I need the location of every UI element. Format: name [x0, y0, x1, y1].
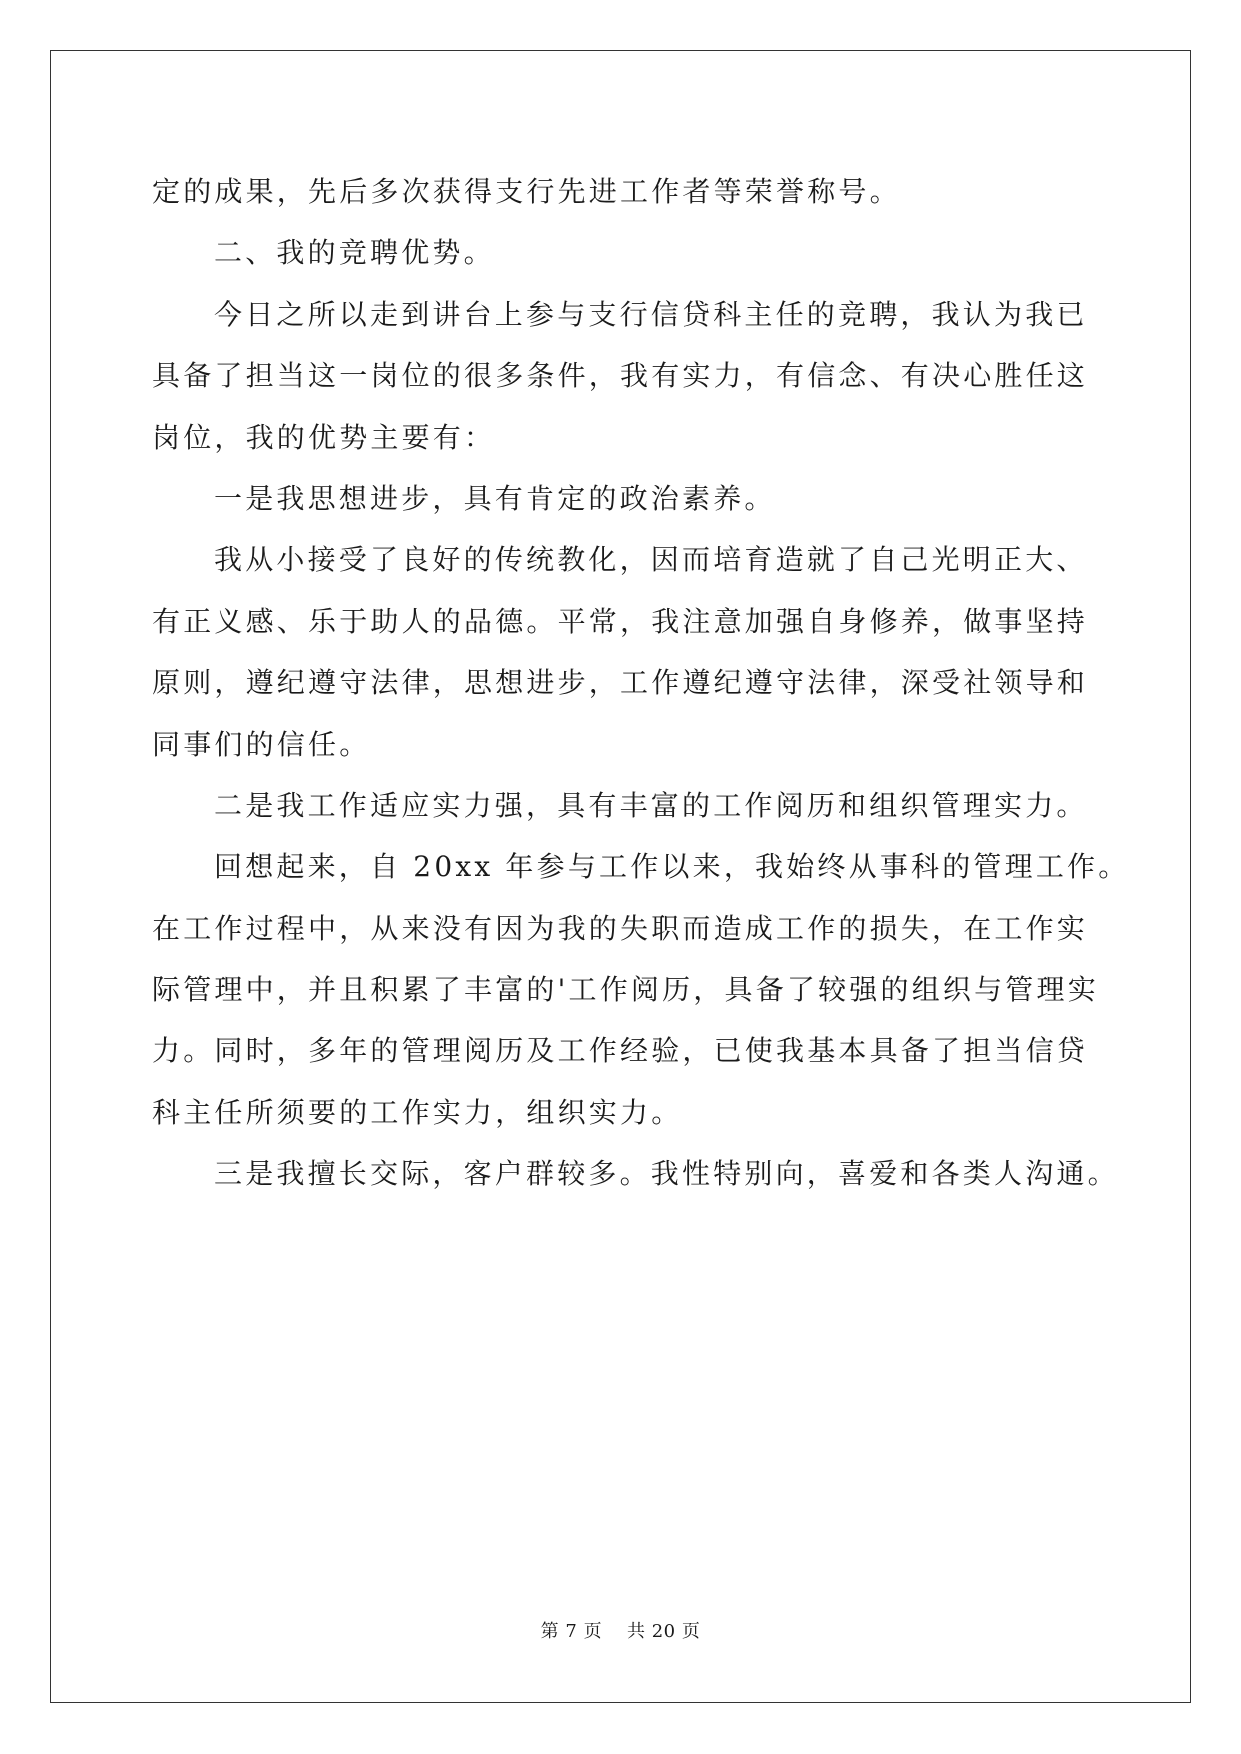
page-number: 第 7 页	[540, 1621, 603, 1642]
text-line: 今日之所以走到讲台上参与支行信贷科主任的竞聘，我认为我已	[214, 297, 1088, 331]
text-line: 我从小接受了良好的传统教化，因而培育造就了自己光明正大、	[214, 543, 1088, 577]
text-line: 具备了担当这一岗位的很多条件，我有实力，有信念、有决心胜任这	[152, 359, 1089, 393]
text-line: 同事们的信任。	[152, 727, 371, 761]
text-line: 三是我擅长交际，客户群较多。我性特别向，喜爱和各类人沟通。	[214, 1157, 1119, 1191]
text-line: 力。同时，多年的管理阅历及工作经验，已使我基本具备了担当信贷	[152, 1034, 1089, 1068]
text-line: 回想起来，自 20xx 年参与工作以来，我始终从事科的管理工作。	[214, 850, 1130, 884]
text-line: 原则，遵纪遵守法律，思想进步，工作遵纪遵守法律，深受社领导和	[152, 666, 1089, 700]
text-line: 一是我思想进步，具有肯定的政治素养。	[214, 481, 776, 515]
text-line: 际管理中，并且积累了丰富的'工作阅历，具备了较强的组织与管理实	[152, 973, 1099, 1007]
text-line: 二是我工作适应实力强，具有丰富的工作阅历和组织管理实力。	[214, 788, 1088, 822]
document-body	[152, 161, 1130, 1205]
text-line: 二、我的竞聘优势。	[214, 236, 495, 270]
page-total: 共 20 页	[626, 1621, 701, 1642]
text-line: 岗位，我的优势主要有：	[152, 420, 496, 454]
text-line: 有正义感、乐于助人的品德。平常，我注意加强自身修养，做事坚持	[152, 604, 1089, 638]
text-line: 在工作过程中，从来没有因为我的失职而造成工作的损失，在工作实	[152, 911, 1089, 945]
page-footer	[0, 1617, 1241, 1643]
text-line: 定的成果，先后多次获得支行先进工作者等荣誉称号。	[152, 175, 901, 208]
text-line: 科主任所须要的工作实力，组织实力。	[152, 1095, 683, 1129]
